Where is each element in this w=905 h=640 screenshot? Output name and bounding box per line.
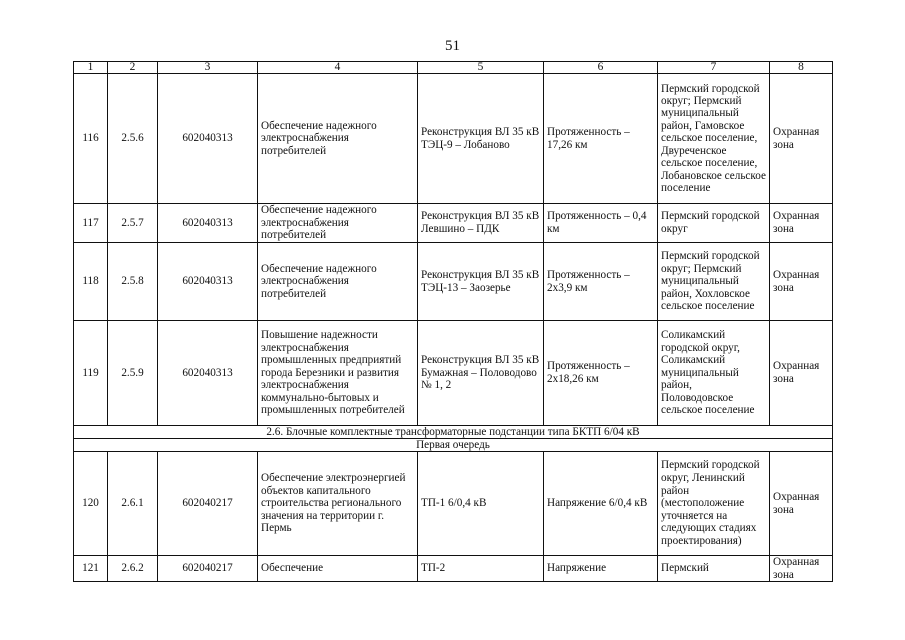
row-purpose: Обеспечение <box>258 556 418 582</box>
table-row <box>74 74 833 204</box>
row-code: 2.5.7 <box>108 204 158 243</box>
row-location: Пермский городской округ; Пермский муниципальный район, Гамовское сельское поселение, Двуреченское сельское поселение, Лобановское сельское поселение <box>658 74 770 204</box>
row-object-name: Реконструкция ВЛ 35 кВ ТЭЦ-9 – Лобаново <box>418 74 544 204</box>
row-number: 116 <box>74 74 108 204</box>
table-header-row <box>74 62 833 74</box>
row-purpose: Обеспечение надежного электроснабжения потребителей <box>258 74 418 204</box>
row-number: 120 <box>74 452 108 556</box>
table-row <box>74 452 833 556</box>
header-cell: 8 <box>770 62 833 74</box>
table-row <box>74 243 833 321</box>
table-row <box>74 204 833 243</box>
row-parameter: Напряжение 6/0,4 кВ <box>544 452 658 556</box>
row-zone: Охранная зона <box>770 452 833 556</box>
row-number: 118 <box>74 243 108 321</box>
row-number: 119 <box>74 321 108 426</box>
row-code: 2.5.9 <box>108 321 158 426</box>
header-cell: 4 <box>258 62 418 74</box>
table-row <box>74 321 833 426</box>
row-purpose: Повышение надежности электроснабжения промышленных предприятий города Березники и развития электроснабжения коммунально-бытовых и промышленных потребителей <box>258 321 418 426</box>
subsection-title: Первая очередь <box>74 439 833 452</box>
row-zone: Охранная зона <box>770 74 833 204</box>
row-code: 2.6.2 <box>108 556 158 582</box>
row-purpose: Обеспечение электроэнергией объектов капитального строительства регионального значения на территории г. Пермь <box>258 452 418 556</box>
row-object-name: ТП-1 6/0,4 кВ <box>418 452 544 556</box>
row-zone: Охранная зона <box>770 556 833 582</box>
row-id: 602040313 <box>158 74 258 204</box>
objects-table <box>73 61 833 582</box>
row-code: 2.5.8 <box>108 243 158 321</box>
row-parameter: Протяженность – 0,4 км <box>544 204 658 243</box>
header-cell: 6 <box>544 62 658 74</box>
row-object-name: Реконструкция ВЛ 35 кВ Левшино – ПДК <box>418 204 544 243</box>
row-id: 602040313 <box>158 243 258 321</box>
row-number: 121 <box>74 556 108 582</box>
table-row <box>74 556 833 582</box>
row-id: 602040313 <box>158 321 258 426</box>
row-zone: Охранная зона <box>770 204 833 243</box>
row-parameter: Протяженность – 2х18,26 км <box>544 321 658 426</box>
row-zone: Охранная зона <box>770 321 833 426</box>
row-purpose: Обеспечение надежного электроснабжения потребителей <box>258 204 418 243</box>
header-cell: 1 <box>74 62 108 74</box>
section-row <box>74 426 833 439</box>
row-location: Пермский городской округ, Ленинский район (местоположение уточняется на следующих стадиях проектирования) <box>658 452 770 556</box>
header-cell: 7 <box>658 62 770 74</box>
row-number: 117 <box>74 204 108 243</box>
row-parameter: Протяженность – 2х3,9 км <box>544 243 658 321</box>
row-purpose: Обеспечение надежного электроснабжения потребителей <box>258 243 418 321</box>
row-id: 602040313 <box>158 204 258 243</box>
row-location: Соликамский городской округ, Соликамский муниципальный район, Половодовское сельское поселение <box>658 321 770 426</box>
row-id: 602040217 <box>158 452 258 556</box>
subsection-row <box>74 439 833 452</box>
header-cell: 2 <box>108 62 158 74</box>
row-code: 2.5.6 <box>108 74 158 204</box>
header-cell: 5 <box>418 62 544 74</box>
row-parameter: Напряжение <box>544 556 658 582</box>
row-id: 602040217 <box>158 556 258 582</box>
row-code: 2.6.1 <box>108 452 158 556</box>
row-zone: Охранная зона <box>770 243 833 321</box>
page-number: 51 <box>445 38 460 54</box>
row-parameter: Протяженность – 17,26 км <box>544 74 658 204</box>
row-location: Пермский <box>658 556 770 582</box>
row-location: Пермский городской округ; Пермский муниципальный район, Хохловское сельское поселение <box>658 243 770 321</box>
row-object-name: Реконструкция ВЛ 35 кВ ТЭЦ-13 – Заозерье <box>418 243 544 321</box>
header-cell: 3 <box>158 62 258 74</box>
row-object-name: ТП-2 <box>418 556 544 582</box>
row-location: Пермский городской округ <box>658 204 770 243</box>
row-object-name: Реконструкция ВЛ 35 кВ Бумажная – Половодово № 1, 2 <box>418 321 544 426</box>
section-title: 2.6. Блочные комплектные трансформаторные подстанции типа БКТП 6/04 кВ <box>74 426 833 439</box>
